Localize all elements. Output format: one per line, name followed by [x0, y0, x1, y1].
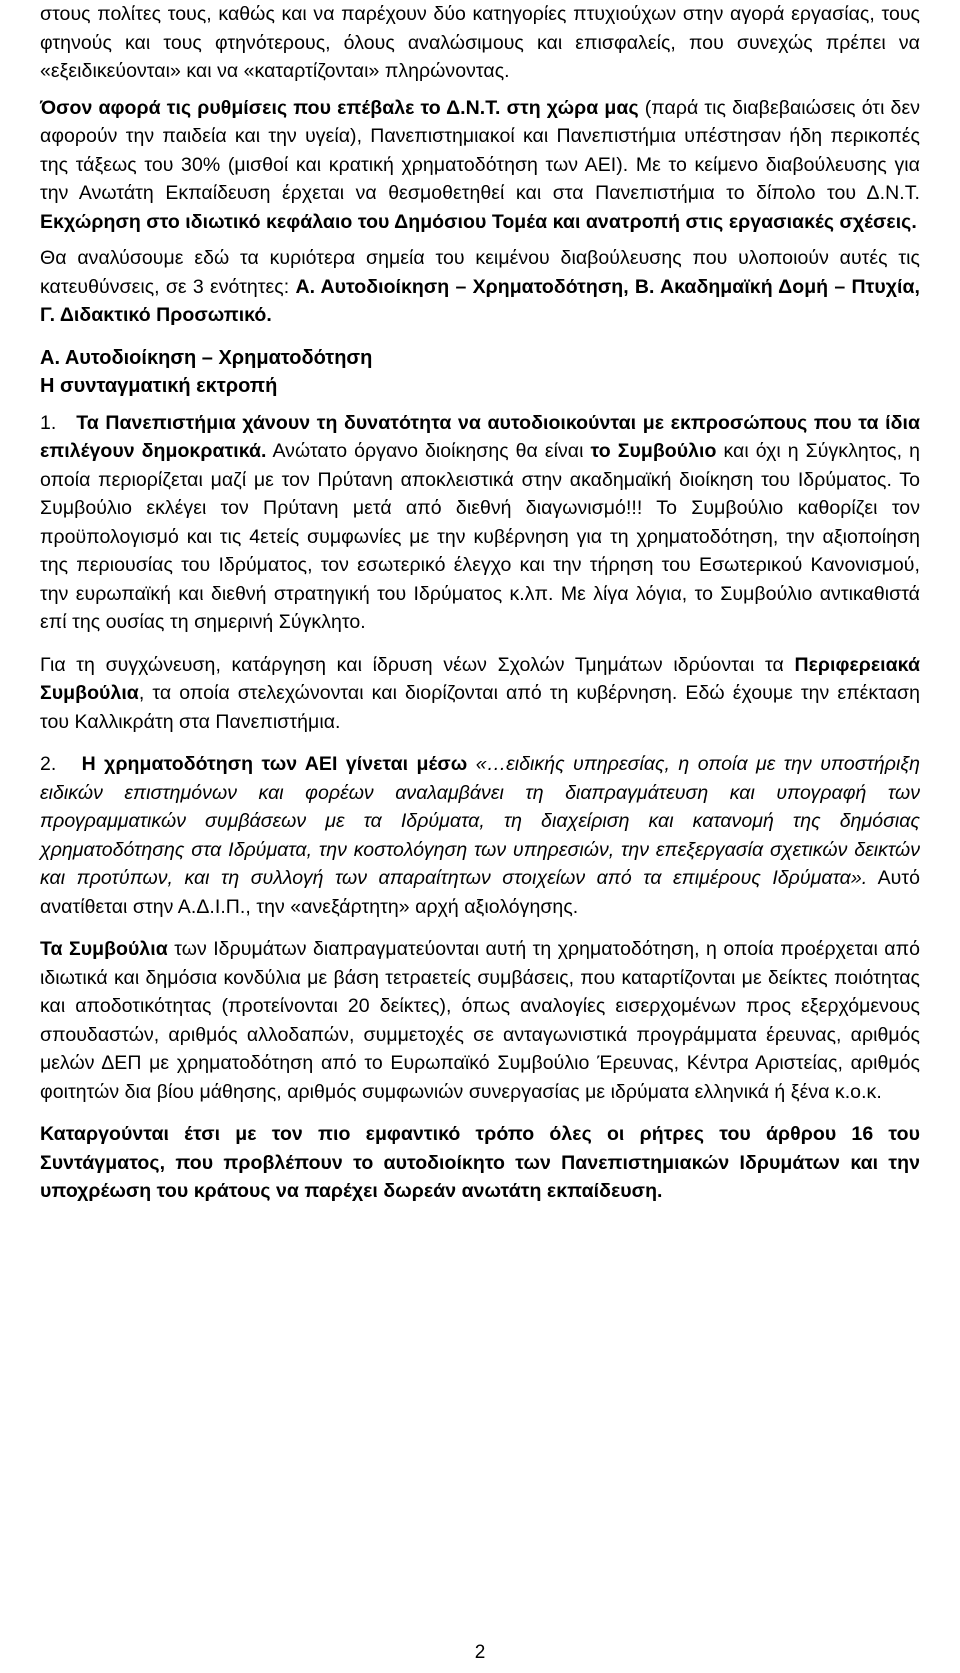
- dnt-text: (παρά τις διαβεβαιώσεις ότι δεν αφορούν την παιδεία και την υγεία), Πανεπιστημιακοί και Πανεπιστήμια υπέστησαν ήδη περικοπές της τάξεως του 30% (μισθοί και κρατική χρηματοδότηση των ΑΕΙ). Με το κείμενο διαβούλευσης για την Ανωτάτη Εκπαίδευση έρχεται να θεσμοθετηθεί και στα Πανεπιστήμια το δίπολο του Δ.Ν.Τ.: [40, 96, 920, 204]
- item-2-bold-lead: Η χρηματοδότηση των ΑΕΙ γίνεται μέσω: [81, 753, 468, 775]
- item-2-text: Αυτό ανατίθεται στην Α.Δ.Ι.Π., την «ανεξάρτητη» αρχή αξιολόγησης.: [40, 867, 920, 918]
- item-1-number: 1.: [40, 411, 57, 434]
- item-2-paragraph-b: [40, 935, 920, 1106]
- item-2: [40, 750, 920, 921]
- sections-text: Θα αναλύσουμε εδώ τα κυριότερα σημεία του κειμένου διαβούλευσης που υλοποιούν αυτές τις κατευθύνσεις, σε 3 ενότητες:: [40, 247, 920, 298]
- item-2b-bold: Τα Συμβούλια: [40, 938, 168, 960]
- section-a-subtitle: Η συνταγματική εκτροπή: [40, 375, 278, 397]
- page-number: 2: [474, 1642, 486, 1663]
- item-2-italic-quote: «…ειδικής υπηρεσίας, η οποία με την υποστήριξη ειδικών επιστημόνων και φορέων αναλαμβάνει τη διαπραγμάτευση και υπογραφή των προγραμματικών συμβάσεων με τα Ιδρύματα, τη διαχείριση και κατανομή της δημόσιας χρηματοδότησης στα Ιδρύματα, την κοστολόγηση των υπηρεσιών, την επεξεργασία σχετικών δεικτών και προτύπων, και τη συλλογή των απαραίτητων στοιχείων από τα επιμέρους Ιδρύματα».: [40, 753, 920, 889]
- item-2c-bold: Καταργούνται έτσι με τον πιο εμφαντικό τρόπο όλες οι ρήτρες του άρθρου 16 του Συντάγματος, που προβλέπουν το αυτοδιοίκητο των Πανεπιστημιακών Ιδρυμάτων και την υποχρέωση του κράτους να παρέχει δωρεάν ανωτάτη εκπαίδευση.: [40, 1123, 920, 1202]
- item-1b-text-b: , τα οποία στελεχώνονται και διορίζονται από τη κυβέρνηση. Εδώ έχουμε την επέκταση του Καλλικράτη στα Πανεπιστήμια.: [40, 682, 920, 733]
- document-page: [40, 0, 920, 1206]
- section-a-title: Α. Αυτοδιοίκηση – Χρηματοδότηση: [40, 346, 373, 369]
- item-1b-bold: Περιφερειακά Συμβούλια: [40, 653, 920, 704]
- item-1: [40, 409, 920, 637]
- paragraph-dnt: [40, 94, 920, 237]
- item-2-paragraph-c: [40, 1120, 920, 1206]
- item-2-number: 2.: [40, 753, 57, 775]
- item-1-text-a: Ανώτατο όργανο διοίκησης θα είναι: [266, 440, 591, 462]
- item-1-bold-lead: Τα Πανεπιστήμια χάνουν τη δυνατότητα να αυτοδιοικούνται με εκπροσώπους που τα ίδια επιλέγουν δημοκρατικά.: [40, 411, 920, 462]
- sections-list-bold: Α. Αυτοδιοίκηση – Χρηματοδότηση, Β. Ακαδημαϊκή Δομή – Πτυχία, Γ. Διδακτικό Προσωπικό.: [40, 275, 920, 326]
- intro-text: στους πολίτες τους, καθώς και να παρέχουν δύο κατηγορίες πτυχιούχων στην αγορά εργασίας, τους φτηνούς και τους φτηνότερους, όλους αναλώσιμους και επισφαλείς, που συνεχώς πρέπει να «εξειδικεύονται» και να «καταρτίζονται» πληρώνοντας.: [40, 3, 920, 82]
- dnt-bold-conclusion: Εκχώρηση στο ιδιωτικό κεφάλαιο του Δημόσιου Τομέα και ανατροπή στις εργασιακές σχέσεις.: [40, 210, 917, 233]
- paragraph-intro: [40, 0, 920, 86]
- item-1-bold-council: το Συμβούλιο: [590, 440, 717, 462]
- item-2b-text: των Ιδρυμάτων διαπραγματεύονται αυτή τη χρηματοδότηση, η οποία προέρχεται από ιδιωτικά και δημόσια κονδύλια με βάση τετραετείς συμβάσεις, που καταρτίζονται με δείκτες ποιότητας και αποδοτικότητας (προτείνονται 20 δείκτες), όπως αναλογίες εισερχομένων προς εξερχόμενους σπουδαστών, αριθμός αλλοδαπών, συμμετοχές σε ανταγωνιστικά προγράμματα έρευνας, αριθμός μελών ΔΕΠ με χρηματοδότηση από το Ευρωπαϊκό Συμβούλιο Έρευνας, Κέντρα Αριστείας, αριθμός φοιτητών δια βίου μάθησης, αριθμός συμφωνιών συνεργασίας με ιδρύματα ελληνικά ή ξένα κ.ο.κ.: [40, 938, 920, 1103]
- paragraph-sections: [40, 244, 920, 330]
- section-a-heading: [40, 344, 920, 401]
- item-1-paragraph-b: [40, 651, 920, 737]
- dnt-bold-lead: Όσον αφορά τις ρυθμίσεις που επέβαλε το Δ.Ν.Τ. στη χώρα μας: [40, 96, 639, 119]
- item-1b-text-a: Για τη συγχώνευση, κατάργηση και ίδρυση νέων Σχολών Τμημάτων ιδρύονται τα: [40, 653, 795, 676]
- item-1-text-b: και όχι η Σύγκλητος, η οποία περιορίζεται μαζί με τον Πρύτανη αποκλειστικά στην ακαδημαϊκή διοίκηση του Ιδρύματος. Το Συμβούλιο εκλέγει τον Πρύτανη μετά από διεθνή διαγωνισμό!!! Το Συμβούλιο καθορίζει τον προϋπολογισμό και τις 4ετείς συμφωνίες με την κυβέρνηση για τη χρηματοδότηση, την αξιοποίηση της περιουσίας του Ιδρύματος, τον εσωτερικό έλεγχο και την τήρηση του Εσωτερικού Κανονισμού, την ευρωπαϊκή και διεθνή στρατηγική του Ιδρύματος κ.λπ. Με λίγα λόγια, το Συμβούλιο αντικαθιστά επί της ουσίας τη σημερινή Σύγκλητο.: [40, 440, 920, 633]
